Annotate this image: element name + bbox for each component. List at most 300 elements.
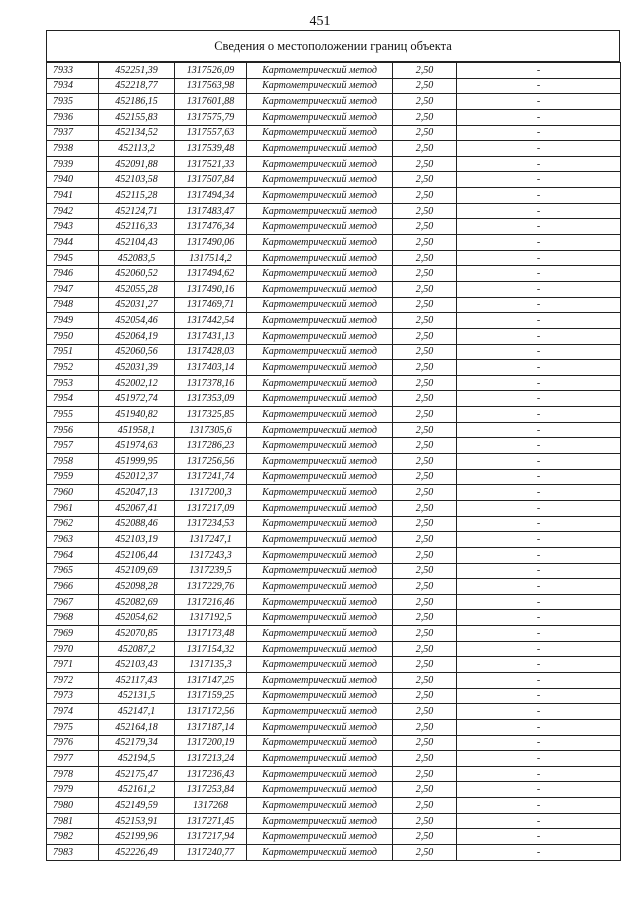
method-cell: Картометрический метод xyxy=(247,688,393,704)
point-number-cell: 7976 xyxy=(47,735,99,751)
description-cell: - xyxy=(457,219,621,235)
description-cell: - xyxy=(457,360,621,376)
y-coordinate-cell: 1317305,6 xyxy=(175,422,247,438)
point-number-cell: 7936 xyxy=(47,109,99,125)
y-coordinate-cell: 1317353,09 xyxy=(175,391,247,407)
description-cell: - xyxy=(457,141,621,157)
y-coordinate-cell: 1317539,48 xyxy=(175,141,247,157)
description-cell: - xyxy=(457,203,621,219)
point-number-cell: 7964 xyxy=(47,547,99,563)
table-row xyxy=(47,845,621,861)
x-coordinate-cell: 452054,62 xyxy=(99,610,175,626)
x-coordinate-cell: 452194,5 xyxy=(99,751,175,767)
table-row xyxy=(47,454,621,470)
accuracy-cell: 2,50 xyxy=(393,813,457,829)
x-coordinate-cell: 452060,52 xyxy=(99,266,175,282)
x-coordinate-cell: 452113,2 xyxy=(99,141,175,157)
boundary-document xyxy=(46,30,620,861)
method-cell: Картометрический метод xyxy=(247,360,393,376)
method-cell: Картометрический метод xyxy=(247,766,393,782)
point-number-cell: 7963 xyxy=(47,532,99,548)
table-row xyxy=(47,610,621,626)
x-coordinate-cell: 452002,12 xyxy=(99,375,175,391)
y-coordinate-cell: 1317253,84 xyxy=(175,782,247,798)
accuracy-cell: 2,50 xyxy=(393,78,457,94)
y-coordinate-cell: 1317557,63 xyxy=(175,125,247,141)
method-cell: Картометрический метод xyxy=(247,422,393,438)
accuracy-cell: 2,50 xyxy=(393,719,457,735)
description-cell: - xyxy=(457,500,621,516)
point-number-cell: 7949 xyxy=(47,313,99,329)
description-cell: - xyxy=(457,188,621,204)
point-number-cell: 7942 xyxy=(47,203,99,219)
table-row xyxy=(47,250,621,266)
y-coordinate-cell: 1317286,23 xyxy=(175,438,247,454)
y-coordinate-cell: 1317256,56 xyxy=(175,454,247,470)
description-cell: - xyxy=(457,845,621,861)
accuracy-cell: 2,50 xyxy=(393,281,457,297)
x-coordinate-cell: 452226,49 xyxy=(99,845,175,861)
y-coordinate-cell: 1317378,16 xyxy=(175,375,247,391)
accuracy-cell: 2,50 xyxy=(393,125,457,141)
method-cell: Картометрический метод xyxy=(247,203,393,219)
description-cell: - xyxy=(457,94,621,110)
method-cell: Картометрический метод xyxy=(247,579,393,595)
table-row xyxy=(47,407,621,423)
section-title: Сведения о местоположении границ объекта xyxy=(46,30,620,62)
table-row xyxy=(47,500,621,516)
x-coordinate-cell: 452134,52 xyxy=(99,125,175,141)
y-coordinate-cell: 1317490,16 xyxy=(175,281,247,297)
accuracy-cell: 2,50 xyxy=(393,688,457,704)
point-number-cell: 7977 xyxy=(47,751,99,767)
x-coordinate-cell: 452147,1 xyxy=(99,704,175,720)
description-cell: - xyxy=(457,469,621,485)
accuracy-cell: 2,50 xyxy=(393,579,457,595)
x-coordinate-cell: 452103,58 xyxy=(99,172,175,188)
method-cell: Картометрический метод xyxy=(247,641,393,657)
accuracy-cell: 2,50 xyxy=(393,798,457,814)
accuracy-cell: 2,50 xyxy=(393,657,457,673)
accuracy-cell: 2,50 xyxy=(393,156,457,172)
description-cell: - xyxy=(457,235,621,251)
x-coordinate-cell: 452103,43 xyxy=(99,657,175,673)
accuracy-cell: 2,50 xyxy=(393,219,457,235)
description-cell: - xyxy=(457,516,621,532)
x-coordinate-cell: 452031,39 xyxy=(99,360,175,376)
description-cell: - xyxy=(457,344,621,360)
method-cell: Картометрический метод xyxy=(247,735,393,751)
description-cell: - xyxy=(457,704,621,720)
point-number-cell: 7939 xyxy=(47,156,99,172)
description-cell: - xyxy=(457,798,621,814)
method-cell: Картометрический метод xyxy=(247,610,393,626)
description-cell: - xyxy=(457,281,621,297)
x-coordinate-cell: 452106,44 xyxy=(99,547,175,563)
method-cell: Картометрический метод xyxy=(247,188,393,204)
method-cell: Картометрический метод xyxy=(247,156,393,172)
table-row xyxy=(47,547,621,563)
point-number-cell: 7954 xyxy=(47,391,99,407)
x-coordinate-cell: 452153,91 xyxy=(99,813,175,829)
accuracy-cell: 2,50 xyxy=(393,391,457,407)
x-coordinate-cell: 452091,88 xyxy=(99,156,175,172)
point-number-cell: 7967 xyxy=(47,594,99,610)
point-number-cell: 7957 xyxy=(47,438,99,454)
table-row xyxy=(47,203,621,219)
method-cell: Картометрический метод xyxy=(247,469,393,485)
method-cell: Картометрический метод xyxy=(247,454,393,470)
description-cell: - xyxy=(457,532,621,548)
point-number-cell: 7979 xyxy=(47,782,99,798)
accuracy-cell: 2,50 xyxy=(393,109,457,125)
accuracy-cell: 2,50 xyxy=(393,704,457,720)
y-coordinate-cell: 1317575,79 xyxy=(175,109,247,125)
table-row xyxy=(47,78,621,94)
method-cell: Картометрический метод xyxy=(247,672,393,688)
accuracy-cell: 2,50 xyxy=(393,594,457,610)
method-cell: Картометрический метод xyxy=(247,250,393,266)
method-cell: Картометрический метод xyxy=(247,391,393,407)
description-cell: - xyxy=(457,172,621,188)
table-row xyxy=(47,125,621,141)
y-coordinate-cell: 1317428,03 xyxy=(175,344,247,360)
x-coordinate-cell: 452164,18 xyxy=(99,719,175,735)
accuracy-cell: 2,50 xyxy=(393,235,457,251)
accuracy-cell: 2,50 xyxy=(393,297,457,313)
description-cell: - xyxy=(457,782,621,798)
point-number-cell: 7971 xyxy=(47,657,99,673)
method-cell: Картометрический метод xyxy=(247,563,393,579)
y-coordinate-cell: 1317403,14 xyxy=(175,360,247,376)
x-coordinate-cell: 452064,19 xyxy=(99,328,175,344)
table-row xyxy=(47,469,621,485)
y-coordinate-cell: 1317239,5 xyxy=(175,563,247,579)
table-row xyxy=(47,579,621,595)
accuracy-cell: 2,50 xyxy=(393,641,457,657)
accuracy-cell: 2,50 xyxy=(393,172,457,188)
method-cell: Картометрический метод xyxy=(247,532,393,548)
description-cell: - xyxy=(457,485,621,501)
table-row xyxy=(47,766,621,782)
description-cell: - xyxy=(457,672,621,688)
table-row xyxy=(47,485,621,501)
method-cell: Картометрический метод xyxy=(247,328,393,344)
y-coordinate-cell: 1317187,14 xyxy=(175,719,247,735)
table-row xyxy=(47,235,621,251)
table-row xyxy=(47,798,621,814)
table-row xyxy=(47,328,621,344)
method-cell: Картометрический метод xyxy=(247,657,393,673)
table-row xyxy=(47,391,621,407)
point-number-cell: 7937 xyxy=(47,125,99,141)
y-coordinate-cell: 1317147,25 xyxy=(175,672,247,688)
method-cell: Картометрический метод xyxy=(247,500,393,516)
method-cell: Картометрический метод xyxy=(247,438,393,454)
y-coordinate-cell: 1317494,62 xyxy=(175,266,247,282)
y-coordinate-cell: 1317217,94 xyxy=(175,829,247,845)
point-number-cell: 7980 xyxy=(47,798,99,814)
point-number-cell: 7973 xyxy=(47,688,99,704)
y-coordinate-cell: 1317200,19 xyxy=(175,735,247,751)
method-cell: Картометрический метод xyxy=(247,375,393,391)
accuracy-cell: 2,50 xyxy=(393,532,457,548)
y-coordinate-cell: 1317200,3 xyxy=(175,485,247,501)
method-cell: Картометрический метод xyxy=(247,78,393,94)
description-cell: - xyxy=(457,547,621,563)
accuracy-cell: 2,50 xyxy=(393,407,457,423)
point-number-cell: 7946 xyxy=(47,266,99,282)
y-coordinate-cell: 1317476,34 xyxy=(175,219,247,235)
x-coordinate-cell: 452218,77 xyxy=(99,78,175,94)
description-cell: - xyxy=(457,109,621,125)
x-coordinate-cell: 452104,43 xyxy=(99,235,175,251)
x-coordinate-cell: 452047,13 xyxy=(99,485,175,501)
method-cell: Картометрический метод xyxy=(247,109,393,125)
x-coordinate-cell: 452179,34 xyxy=(99,735,175,751)
point-number-cell: 7951 xyxy=(47,344,99,360)
table-row xyxy=(47,297,621,313)
point-number-cell: 7981 xyxy=(47,813,99,829)
x-coordinate-cell: 452155,83 xyxy=(99,109,175,125)
point-number-cell: 7960 xyxy=(47,485,99,501)
method-cell: Картометрический метод xyxy=(247,266,393,282)
description-cell: - xyxy=(457,454,621,470)
x-coordinate-cell: 452131,5 xyxy=(99,688,175,704)
x-coordinate-cell: 452116,33 xyxy=(99,219,175,235)
point-number-cell: 7974 xyxy=(47,704,99,720)
x-coordinate-cell: 452115,28 xyxy=(99,188,175,204)
description-cell: - xyxy=(457,438,621,454)
point-number-cell: 7948 xyxy=(47,297,99,313)
description-cell: - xyxy=(457,407,621,423)
table-row xyxy=(47,109,621,125)
x-coordinate-cell: 451972,74 xyxy=(99,391,175,407)
description-cell: - xyxy=(457,829,621,845)
y-coordinate-cell: 1317234,53 xyxy=(175,516,247,532)
method-cell: Картометрический метод xyxy=(247,407,393,423)
point-number-cell: 7945 xyxy=(47,250,99,266)
x-coordinate-cell: 452103,19 xyxy=(99,532,175,548)
y-coordinate-cell: 1317507,84 xyxy=(175,172,247,188)
description-cell: - xyxy=(457,579,621,595)
x-coordinate-cell: 452060,56 xyxy=(99,344,175,360)
point-number-cell: 7972 xyxy=(47,672,99,688)
point-number-cell: 7940 xyxy=(47,172,99,188)
y-coordinate-cell: 1317154,32 xyxy=(175,641,247,657)
y-coordinate-cell: 1317229,76 xyxy=(175,579,247,595)
description-cell: - xyxy=(457,610,621,626)
y-coordinate-cell: 1317526,09 xyxy=(175,63,247,79)
y-coordinate-cell: 1317172,56 xyxy=(175,704,247,720)
x-coordinate-cell: 452186,15 xyxy=(99,94,175,110)
description-cell: - xyxy=(457,250,621,266)
y-coordinate-cell: 1317494,34 xyxy=(175,188,247,204)
description-cell: - xyxy=(457,266,621,282)
accuracy-cell: 2,50 xyxy=(393,250,457,266)
point-number-cell: 7934 xyxy=(47,78,99,94)
y-coordinate-cell: 1317514,2 xyxy=(175,250,247,266)
method-cell: Картометрический метод xyxy=(247,626,393,642)
table-row xyxy=(47,657,621,673)
description-cell: - xyxy=(457,751,621,767)
table-row xyxy=(47,672,621,688)
accuracy-cell: 2,50 xyxy=(393,313,457,329)
method-cell: Картометрический метод xyxy=(247,704,393,720)
description-cell: - xyxy=(457,641,621,657)
table-body xyxy=(47,63,621,861)
x-coordinate-cell: 451974,63 xyxy=(99,438,175,454)
point-number-cell: 7975 xyxy=(47,719,99,735)
table-row xyxy=(47,829,621,845)
description-cell: - xyxy=(457,328,621,344)
accuracy-cell: 2,50 xyxy=(393,203,457,219)
y-coordinate-cell: 1317483,47 xyxy=(175,203,247,219)
table-row xyxy=(47,719,621,735)
x-coordinate-cell: 452161,2 xyxy=(99,782,175,798)
y-coordinate-cell: 1317241,74 xyxy=(175,469,247,485)
method-cell: Картометрический метод xyxy=(247,485,393,501)
table-row xyxy=(47,63,621,79)
point-number-cell: 7955 xyxy=(47,407,99,423)
accuracy-cell: 2,50 xyxy=(393,782,457,798)
table-row xyxy=(47,782,621,798)
description-cell: - xyxy=(457,78,621,94)
table-row xyxy=(47,360,621,376)
method-cell: Картометрический метод xyxy=(247,547,393,563)
table-row xyxy=(47,626,621,642)
accuracy-cell: 2,50 xyxy=(393,735,457,751)
page-number: 451 xyxy=(309,14,331,29)
x-coordinate-cell: 452117,43 xyxy=(99,672,175,688)
table-row xyxy=(47,704,621,720)
table-row xyxy=(47,641,621,657)
accuracy-cell: 2,50 xyxy=(393,500,457,516)
method-cell: Картометрический метод xyxy=(247,845,393,861)
table-row xyxy=(47,438,621,454)
method-cell: Картометрический метод xyxy=(247,344,393,360)
table-row xyxy=(47,532,621,548)
description-cell: - xyxy=(457,375,621,391)
table-row xyxy=(47,375,621,391)
point-number-cell: 7933 xyxy=(47,63,99,79)
x-coordinate-cell: 452087,2 xyxy=(99,641,175,657)
accuracy-cell: 2,50 xyxy=(393,63,457,79)
method-cell: Картометрический метод xyxy=(247,516,393,532)
description-cell: - xyxy=(457,422,621,438)
x-coordinate-cell: 452088,46 xyxy=(99,516,175,532)
method-cell: Картометрический метод xyxy=(247,782,393,798)
table-row xyxy=(47,313,621,329)
table-row xyxy=(47,735,621,751)
point-number-cell: 7953 xyxy=(47,375,99,391)
y-coordinate-cell: 1317431,13 xyxy=(175,328,247,344)
accuracy-cell: 2,50 xyxy=(393,188,457,204)
x-coordinate-cell: 452149,59 xyxy=(99,798,175,814)
method-cell: Картометрический метод xyxy=(247,63,393,79)
description-cell: - xyxy=(457,563,621,579)
accuracy-cell: 2,50 xyxy=(393,829,457,845)
description-cell: - xyxy=(457,156,621,172)
description-cell: - xyxy=(457,735,621,751)
y-coordinate-cell: 1317521,33 xyxy=(175,156,247,172)
point-number-cell: 7950 xyxy=(47,328,99,344)
table-row xyxy=(47,751,621,767)
x-coordinate-cell: 451940,82 xyxy=(99,407,175,423)
point-number-cell: 7970 xyxy=(47,641,99,657)
method-cell: Картометрический метод xyxy=(247,798,393,814)
accuracy-cell: 2,50 xyxy=(393,328,457,344)
description-cell: - xyxy=(457,688,621,704)
method-cell: Картометрический метод xyxy=(247,172,393,188)
y-coordinate-cell: 1317240,77 xyxy=(175,845,247,861)
table-row xyxy=(47,813,621,829)
point-number-cell: 7944 xyxy=(47,235,99,251)
table-row xyxy=(47,266,621,282)
description-cell: - xyxy=(457,766,621,782)
point-number-cell: 7938 xyxy=(47,141,99,157)
table-row xyxy=(47,594,621,610)
y-coordinate-cell: 1317213,24 xyxy=(175,751,247,767)
y-coordinate-cell: 1317442,54 xyxy=(175,313,247,329)
method-cell: Картометрический метод xyxy=(247,829,393,845)
method-cell: Картометрический метод xyxy=(247,235,393,251)
x-coordinate-cell: 452055,28 xyxy=(99,281,175,297)
x-coordinate-cell: 451999,95 xyxy=(99,454,175,470)
y-coordinate-cell: 1317325,85 xyxy=(175,407,247,423)
point-number-cell: 7935 xyxy=(47,94,99,110)
y-coordinate-cell: 1317192,5 xyxy=(175,610,247,626)
method-cell: Картометрический метод xyxy=(247,141,393,157)
method-cell: Картометрический метод xyxy=(247,281,393,297)
y-coordinate-cell: 1317216,46 xyxy=(175,594,247,610)
description-cell: - xyxy=(457,125,621,141)
y-coordinate-cell: 1317490,06 xyxy=(175,235,247,251)
table-row xyxy=(47,156,621,172)
table-row xyxy=(47,422,621,438)
y-coordinate-cell: 1317563,98 xyxy=(175,78,247,94)
accuracy-cell: 2,50 xyxy=(393,751,457,767)
table-row xyxy=(47,688,621,704)
y-coordinate-cell: 1317135,3 xyxy=(175,657,247,673)
table-row xyxy=(47,94,621,110)
point-number-cell: 7968 xyxy=(47,610,99,626)
description-cell: - xyxy=(457,313,621,329)
point-number-cell: 7952 xyxy=(47,360,99,376)
x-coordinate-cell: 451958,1 xyxy=(99,422,175,438)
x-coordinate-cell: 452124,71 xyxy=(99,203,175,219)
y-coordinate-cell: 1317173,48 xyxy=(175,626,247,642)
method-cell: Картометрический метод xyxy=(247,594,393,610)
method-cell: Картометрический метод xyxy=(247,751,393,767)
x-coordinate-cell: 452054,46 xyxy=(99,313,175,329)
y-coordinate-cell: 1317159,25 xyxy=(175,688,247,704)
accuracy-cell: 2,50 xyxy=(393,610,457,626)
point-number-cell: 7958 xyxy=(47,454,99,470)
y-coordinate-cell: 1317469,71 xyxy=(175,297,247,313)
point-number-cell: 7978 xyxy=(47,766,99,782)
point-number-cell: 7965 xyxy=(47,563,99,579)
description-cell: - xyxy=(457,297,621,313)
point-number-cell: 7982 xyxy=(47,829,99,845)
accuracy-cell: 2,50 xyxy=(393,626,457,642)
point-number-cell: 7947 xyxy=(47,281,99,297)
x-coordinate-cell: 452175,47 xyxy=(99,766,175,782)
method-cell: Картометрический метод xyxy=(247,313,393,329)
point-number-cell: 7943 xyxy=(47,219,99,235)
table-row xyxy=(47,281,621,297)
accuracy-cell: 2,50 xyxy=(393,141,457,157)
